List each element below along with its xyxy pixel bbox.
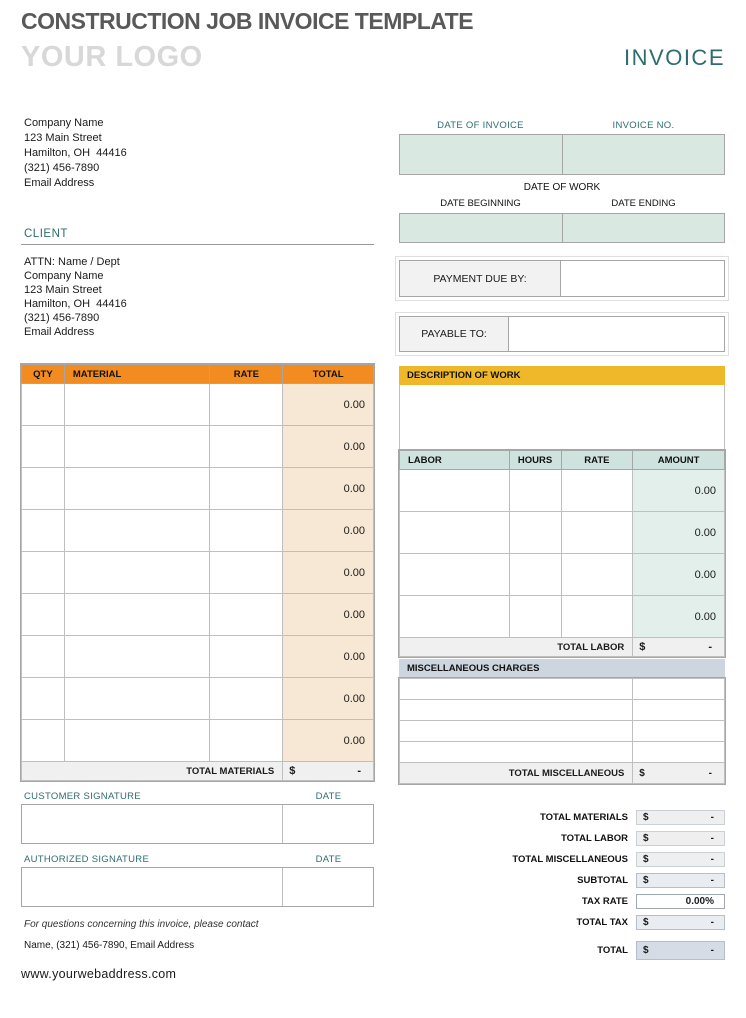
summary-value-box: [636, 831, 725, 846]
total-miscellaneous-row: [400, 763, 725, 784]
customer-date-label: DATE: [315, 791, 342, 802]
summary-section: [399, 810, 725, 960]
date-beginning-label: DATE BEGINNING: [440, 198, 521, 209]
customer-signature-label: CUSTOMER SIGNATURE: [24, 791, 141, 802]
summary-value-box: [636, 852, 725, 867]
labor-header-hours: HOURS: [509, 451, 561, 470]
summary-value: -: [710, 812, 714, 823]
labor-row: [400, 470, 725, 512]
invoice-no-field[interactable]: [563, 135, 725, 174]
footer-contact: Name, (321) 456-7890, Email Address: [24, 940, 195, 951]
rate-cell[interactable]: [210, 426, 283, 468]
summary-row-total-materials: [399, 810, 725, 825]
total-cell: 0.00: [283, 636, 374, 678]
labor-cell[interactable]: [400, 470, 510, 512]
labor-table: [399, 450, 725, 657]
footer-website: www.yourwebaddress.com: [21, 967, 177, 981]
currency-symbol: $: [643, 917, 649, 928]
material-cell[interactable]: [64, 636, 210, 678]
total-labor-label: TOTAL LABOR: [400, 638, 633, 657]
total-cell: 0.00: [283, 426, 374, 468]
summary-value: 0.00%: [685, 896, 714, 907]
materials-header-material: MATERIAL: [64, 365, 210, 384]
company-city: Hamilton, OH 44416: [24, 147, 127, 159]
misc-amount-cell[interactable]: [633, 721, 725, 742]
qty-cell[interactable]: [22, 720, 65, 762]
labor-cell[interactable]: [400, 554, 510, 596]
materials-header-total: TOTAL: [283, 365, 374, 384]
customer-date-field[interactable]: [283, 805, 373, 843]
hours-cell[interactable]: [509, 470, 561, 512]
rate-cell[interactable]: [210, 678, 283, 720]
total-miscellaneous-value: [633, 763, 725, 784]
date-of-invoice-label: DATE OF INVOICE: [437, 120, 524, 131]
total-materials-label: TOTAL MATERIALS: [22, 762, 283, 781]
summary-row-grand-total: [399, 941, 725, 960]
authorized-date-label: DATE: [315, 854, 342, 865]
materials-header-rate: RATE: [210, 365, 283, 384]
materials-total-row: [22, 762, 374, 781]
qty-cell[interactable]: [22, 636, 65, 678]
summary-label: TOTAL LABOR: [560, 833, 628, 844]
logo-placeholder: YOUR LOGO: [21, 41, 203, 73]
qty-cell[interactable]: [22, 384, 65, 426]
material-cell[interactable]: [64, 426, 210, 468]
rate-cell[interactable]: [561, 470, 633, 512]
rate-cell[interactable]: [210, 468, 283, 510]
summary-row-total-tax: [399, 915, 725, 930]
tax-rate-field[interactable]: [636, 894, 725, 909]
materials-header-row: [22, 365, 374, 384]
page-title: CONSTRUCTION JOB INVOICE TEMPLATE: [21, 8, 474, 34]
authorized-signature-label: AUTHORIZED SIGNATURE: [24, 854, 150, 865]
labor-header-rate: RATE: [561, 451, 633, 470]
client-attn: ATTN: Name / Dept: [24, 256, 120, 268]
misc-description-cell[interactable]: [400, 742, 633, 763]
summary-value: -: [710, 833, 714, 844]
material-cell[interactable]: [64, 678, 210, 720]
company-phone: (321) 456-7890: [24, 162, 100, 174]
summary-value-box: [636, 810, 725, 825]
misc-row: [400, 679, 725, 700]
labor-cell[interactable]: [400, 596, 510, 638]
customer-signature-box: [21, 804, 374, 844]
summary-value-box: [636, 915, 725, 930]
company-name: Company Name: [24, 117, 104, 129]
amount-cell: 0.00: [633, 596, 725, 638]
labor-row: [400, 596, 725, 638]
client-info: [21, 255, 374, 339]
labor-cell[interactable]: [400, 512, 510, 554]
materials-row: [22, 384, 374, 426]
currency-symbol: $: [643, 812, 649, 823]
amount-cell: 0.00: [633, 470, 725, 512]
date-ending-label: DATE ENDING: [611, 198, 676, 209]
materials-row: [22, 678, 374, 720]
total-cell: 0.00: [283, 384, 374, 426]
labor-header-row: [400, 451, 725, 470]
right-column: [399, 116, 725, 981]
materials-row: [22, 636, 374, 678]
total-labor-value: [633, 638, 725, 657]
summary-value: -: [710, 945, 714, 956]
rate-cell[interactable]: [210, 552, 283, 594]
qty-cell[interactable]: [22, 426, 65, 468]
total-materials-value: [283, 762, 374, 781]
summary-value: -: [710, 875, 714, 886]
main-content: [21, 116, 725, 981]
miscellaneous-charges-heading: MISCELLANEOUS CHARGES: [399, 659, 725, 678]
miscellaneous-table: [399, 678, 725, 784]
summary-value-box: [636, 941, 725, 960]
summary-row-total-miscellaneous: [399, 852, 725, 867]
payable-to-label: PAYABLE TO:: [400, 317, 509, 351]
misc-amount-cell[interactable]: [633, 679, 725, 700]
hours-cell[interactable]: [509, 596, 561, 638]
qty-cell[interactable]: [22, 510, 65, 552]
currency-symbol: $: [639, 767, 645, 779]
total-cell: 0.00: [283, 510, 374, 552]
authorized-signature-labels: [21, 854, 374, 865]
client-city: Hamilton, OH 44416: [24, 298, 127, 310]
material-cell[interactable]: [64, 468, 210, 510]
rate-cell[interactable]: [561, 596, 633, 638]
materials-table: [21, 364, 374, 781]
misc-description-cell[interactable]: [400, 721, 633, 742]
currency-symbol: $: [643, 945, 649, 956]
materials-row: [22, 426, 374, 468]
hours-cell[interactable]: [509, 554, 561, 596]
client-street: 123 Main Street: [24, 284, 102, 296]
qty-cell[interactable]: [22, 552, 65, 594]
invoice-meta-fields: [399, 134, 725, 175]
description-of-work-field[interactable]: [399, 385, 725, 450]
authorized-signature-box: [21, 867, 374, 907]
labor-header-labor: LABOR: [400, 451, 510, 470]
materials-row: [22, 720, 374, 762]
customer-signature-field[interactable]: [22, 805, 283, 843]
date-beginning-field[interactable]: [400, 214, 563, 242]
qty-cell[interactable]: [22, 468, 65, 510]
total-labor-amount: -: [708, 641, 712, 653]
summary-label: TOTAL: [597, 945, 628, 956]
total-miscellaneous-label: TOTAL MISCELLANEOUS: [400, 763, 633, 784]
invoice-meta-labels: [399, 120, 725, 131]
misc-row: [400, 700, 725, 721]
currency-symbol: $: [643, 875, 649, 886]
summary-label: TOTAL TAX: [576, 917, 628, 928]
total-cell: 0.00: [283, 594, 374, 636]
summary-value: -: [710, 917, 714, 928]
misc-amount-cell[interactable]: [633, 700, 725, 721]
company-email: Email Address: [24, 177, 95, 189]
materials-row: [22, 468, 374, 510]
payment-due-by-field[interactable]: [561, 261, 724, 296]
currency-symbol: $: [643, 854, 649, 865]
total-miscellaneous-amount: -: [708, 767, 712, 779]
rate-cell[interactable]: [210, 594, 283, 636]
summary-row-subtotal: [399, 873, 725, 888]
date-of-work-fields: [399, 213, 725, 243]
company-info: [21, 116, 374, 191]
hours-cell[interactable]: [509, 512, 561, 554]
company-street: 123 Main Street: [24, 132, 102, 144]
labor-row: [400, 554, 725, 596]
currency-symbol: $: [289, 765, 296, 777]
payable-to-field[interactable]: [509, 317, 724, 351]
rate-cell[interactable]: [210, 510, 283, 552]
rate-cell[interactable]: [561, 512, 633, 554]
rate-cell[interactable]: [210, 636, 283, 678]
left-column: [21, 116, 374, 981]
materials-row: [22, 552, 374, 594]
summary-row-total-labor: [399, 831, 725, 846]
total-materials-amount: -: [357, 765, 361, 777]
material-cell[interactable]: [64, 510, 210, 552]
payment-due-by-label: PAYMENT DUE BY:: [400, 261, 561, 296]
client-heading: CLIENT: [21, 228, 374, 245]
summary-value-box: [636, 873, 725, 888]
total-labor-row: [400, 638, 725, 657]
labor-row: [400, 512, 725, 554]
date-of-work-label: DATE OF WORK: [523, 182, 601, 193]
misc-description-cell[interactable]: [400, 700, 633, 721]
client-company: Company Name: [24, 270, 104, 282]
client-phone: (321) 456-7890: [24, 312, 100, 324]
total-cell: 0.00: [283, 468, 374, 510]
client-email: Email Address: [24, 326, 95, 338]
summary-value: -: [710, 854, 714, 865]
misc-row: [400, 721, 725, 742]
date-of-work-sublabels: [399, 198, 725, 209]
logo-row: [21, 41, 725, 74]
rate-cell[interactable]: [210, 720, 283, 762]
materials-row: [22, 594, 374, 636]
payable-to-row: [399, 316, 725, 352]
misc-row: [400, 742, 725, 763]
customer-signature-labels: [21, 791, 374, 802]
material-cell[interactable]: [64, 594, 210, 636]
currency-symbol: $: [643, 833, 649, 844]
total-cell: 0.00: [283, 678, 374, 720]
materials-row: [22, 510, 374, 552]
invoice-no-label: INVOICE NO.: [612, 120, 675, 131]
description-of-work-heading: DESCRIPTION OF WORK: [399, 366, 725, 385]
total-cell: 0.00: [283, 552, 374, 594]
summary-label: TOTAL MISCELLANEOUS: [512, 854, 628, 865]
amount-cell: 0.00: [633, 554, 725, 596]
authorized-signature-field[interactable]: [22, 868, 283, 906]
summary-label: SUBTOTAL: [577, 875, 628, 886]
summary-label: TOTAL MATERIALS: [540, 812, 628, 823]
misc-description-cell[interactable]: [400, 679, 633, 700]
footer-note: For questions concerning this invoice, please contact: [24, 919, 259, 930]
material-cell[interactable]: [64, 552, 210, 594]
date-ending-field[interactable]: [563, 214, 725, 242]
summary-label: TAX RATE: [581, 896, 628, 907]
date-of-invoice-field[interactable]: [400, 135, 563, 174]
rate-cell[interactable]: [561, 554, 633, 596]
currency-symbol: $: [639, 641, 646, 653]
rate-cell[interactable]: [210, 384, 283, 426]
misc-amount-cell[interactable]: [633, 742, 725, 763]
materials-header-qty: QTY: [22, 365, 65, 384]
material-cell[interactable]: [64, 720, 210, 762]
qty-cell[interactable]: [22, 678, 65, 720]
qty-cell[interactable]: [22, 594, 65, 636]
total-cell: 0.00: [283, 720, 374, 762]
amount-cell: 0.00: [633, 512, 725, 554]
material-cell[interactable]: [64, 384, 210, 426]
payment-due-row: [399, 260, 725, 297]
summary-row-tax-rate: [399, 894, 725, 909]
authorized-date-field[interactable]: [283, 868, 373, 906]
invoice-heading: INVOICE: [624, 44, 725, 70]
labor-header-amount: AMOUNT: [633, 451, 725, 470]
